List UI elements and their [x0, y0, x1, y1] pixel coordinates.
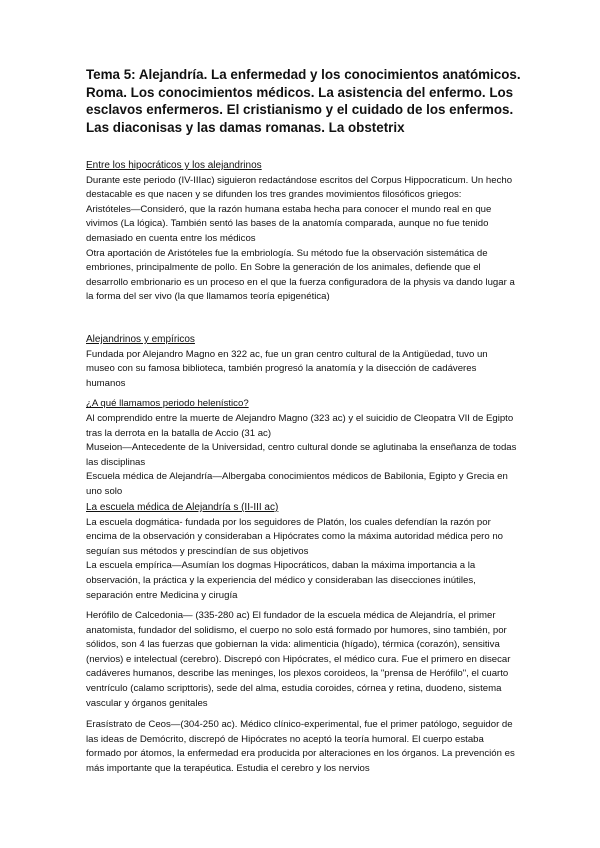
section-alejandrinos — [86, 333, 518, 500]
paragraph: La escuela empírica—Asumían los dogmas Hipocráticos, daban la máxima importancia a la observación, la práctica y la experiencia del médico y consideraban las disecciones inútiles, separación entre Medicina y cirugía — [86, 560, 476, 601]
section-hipocraticos — [86, 159, 518, 305]
paragraph: La escuela dogmática- fundada por los seguidores de Platón, los cuales defendían la razón por encima de la observación y consideraban a Hipócrates como la máxima autoridad médica pero no seguían sus métodos y prescindían de sus objetivos — [86, 516, 504, 557]
section-erasistrato — [86, 718, 518, 776]
section-herofilo — [86, 609, 518, 711]
document-title: Tema 5: Alejandría. La enfermedad y los conocimientos anatómicos. Roma. Los conocimientos médicos. La asistencia del enfermo. Los esclavos enfermeros. El cristianismo y el cuidado de los enfermos. Las diaconisas y las damas romanas. La obstetrix — [86, 67, 521, 135]
paragraph: Herófilo de Calcedonia— (335-280 ac) El fundador de la escuela médica de Alejandría, el primer anatomista, fundador del solidismo, el cuerpo no solo está formado por humores, sino también, por sólidos, son 4 las fuerzas que gobiernan la vida: alimenticia (hígado), térmica (corazón), sensitiva (nervios) e intelectual (cerebro). Discrepó con Hipócrates, el médico cura. Fue el primero en disecar cadáveres humanos, describe las meninges, los plexos coroideos, la "prensa de Herófilo", el cuarto ventrículo (calamo scripttoris), sede del alma, estudia coroides, córnea y retina, duodeno, sistema vascular y órganos genitales — [86, 610, 511, 709]
section-escuela-medica — [86, 501, 518, 603]
section-heading: Alejandrinos y empíricos — [86, 334, 195, 345]
section-heading: Entre los hipocráticos y los alejandrinos — [86, 160, 262, 171]
question-heading: ¿A qué llamamos periodo helenístico? — [86, 398, 249, 410]
paragraph: Aristóteles—Consideró, que la razón humana estaba hecha para conocer el mundo real en que vivimos (La lógica). También sentó las bases de la anatomía comparada, aunque no fue tenido demasiado en cuenta entre los médicos — [86, 203, 492, 244]
paragraph: Durante este periodo (IV-IIIac) siguieron redactándose escritos del Corpus Hippocraticum. Un hecho destacable es que nacen y se difunden los tres grandes movimientos filosóficos griegos: — [86, 174, 513, 201]
paragraph: Fundada por Alejandro Magno en 322 ac, fue un gran centro cultural de la Antigüedad, tuvo un museo con su famosa biblioteca, también progresó la anatomía y la disección de cadáveres humanos — [86, 348, 488, 389]
paragraph: Escuela médica de Alejandría—Albergaba conocimientos médicos de Babilonia, Egipto y Grecia en uno solo — [86, 471, 508, 497]
paragraph: Otra aportación de Aristóteles fue la embriología. Su método fue la observación sistemática de embriones, principalmente de pollo. En Sobre la generación de los animales, defiende que el desarrollo embrionario es un proceso en el que la fuerza configuradora de la physis va dando lugar a la forma del ser vivo (la que llamamos teoría epigenética) — [86, 247, 515, 303]
paragraph: Museion—Antecedente de la Universidad, centro cultural donde se aglutinaba la enseñanza de todas las disciplinas — [86, 442, 517, 468]
paragraph: Al comprendido entre la muerte de Alejandro Magno (323 ac) y el suicidio de Cleopatra VII de Egipto tras la derrota en la batalla de Accio (31 ac) — [86, 412, 514, 439]
section-heading: La escuela médica de Alejandría s (II-III ac) — [86, 502, 279, 513]
paragraph: Erasístrato de Ceos—(304-250 ac). Médico clínico-experimental, fue el primer patólogo, seguidor de las ideas de Demócrito, discrepó de Hipócrates no aceptó la teoría humoral. El cuerpo estaba formado por átomos, la enfermedad era producida por alteraciones en los órganos. La prevención es más importante que la terapéutica. Estudia el cerebro y los nervios — [86, 719, 515, 774]
